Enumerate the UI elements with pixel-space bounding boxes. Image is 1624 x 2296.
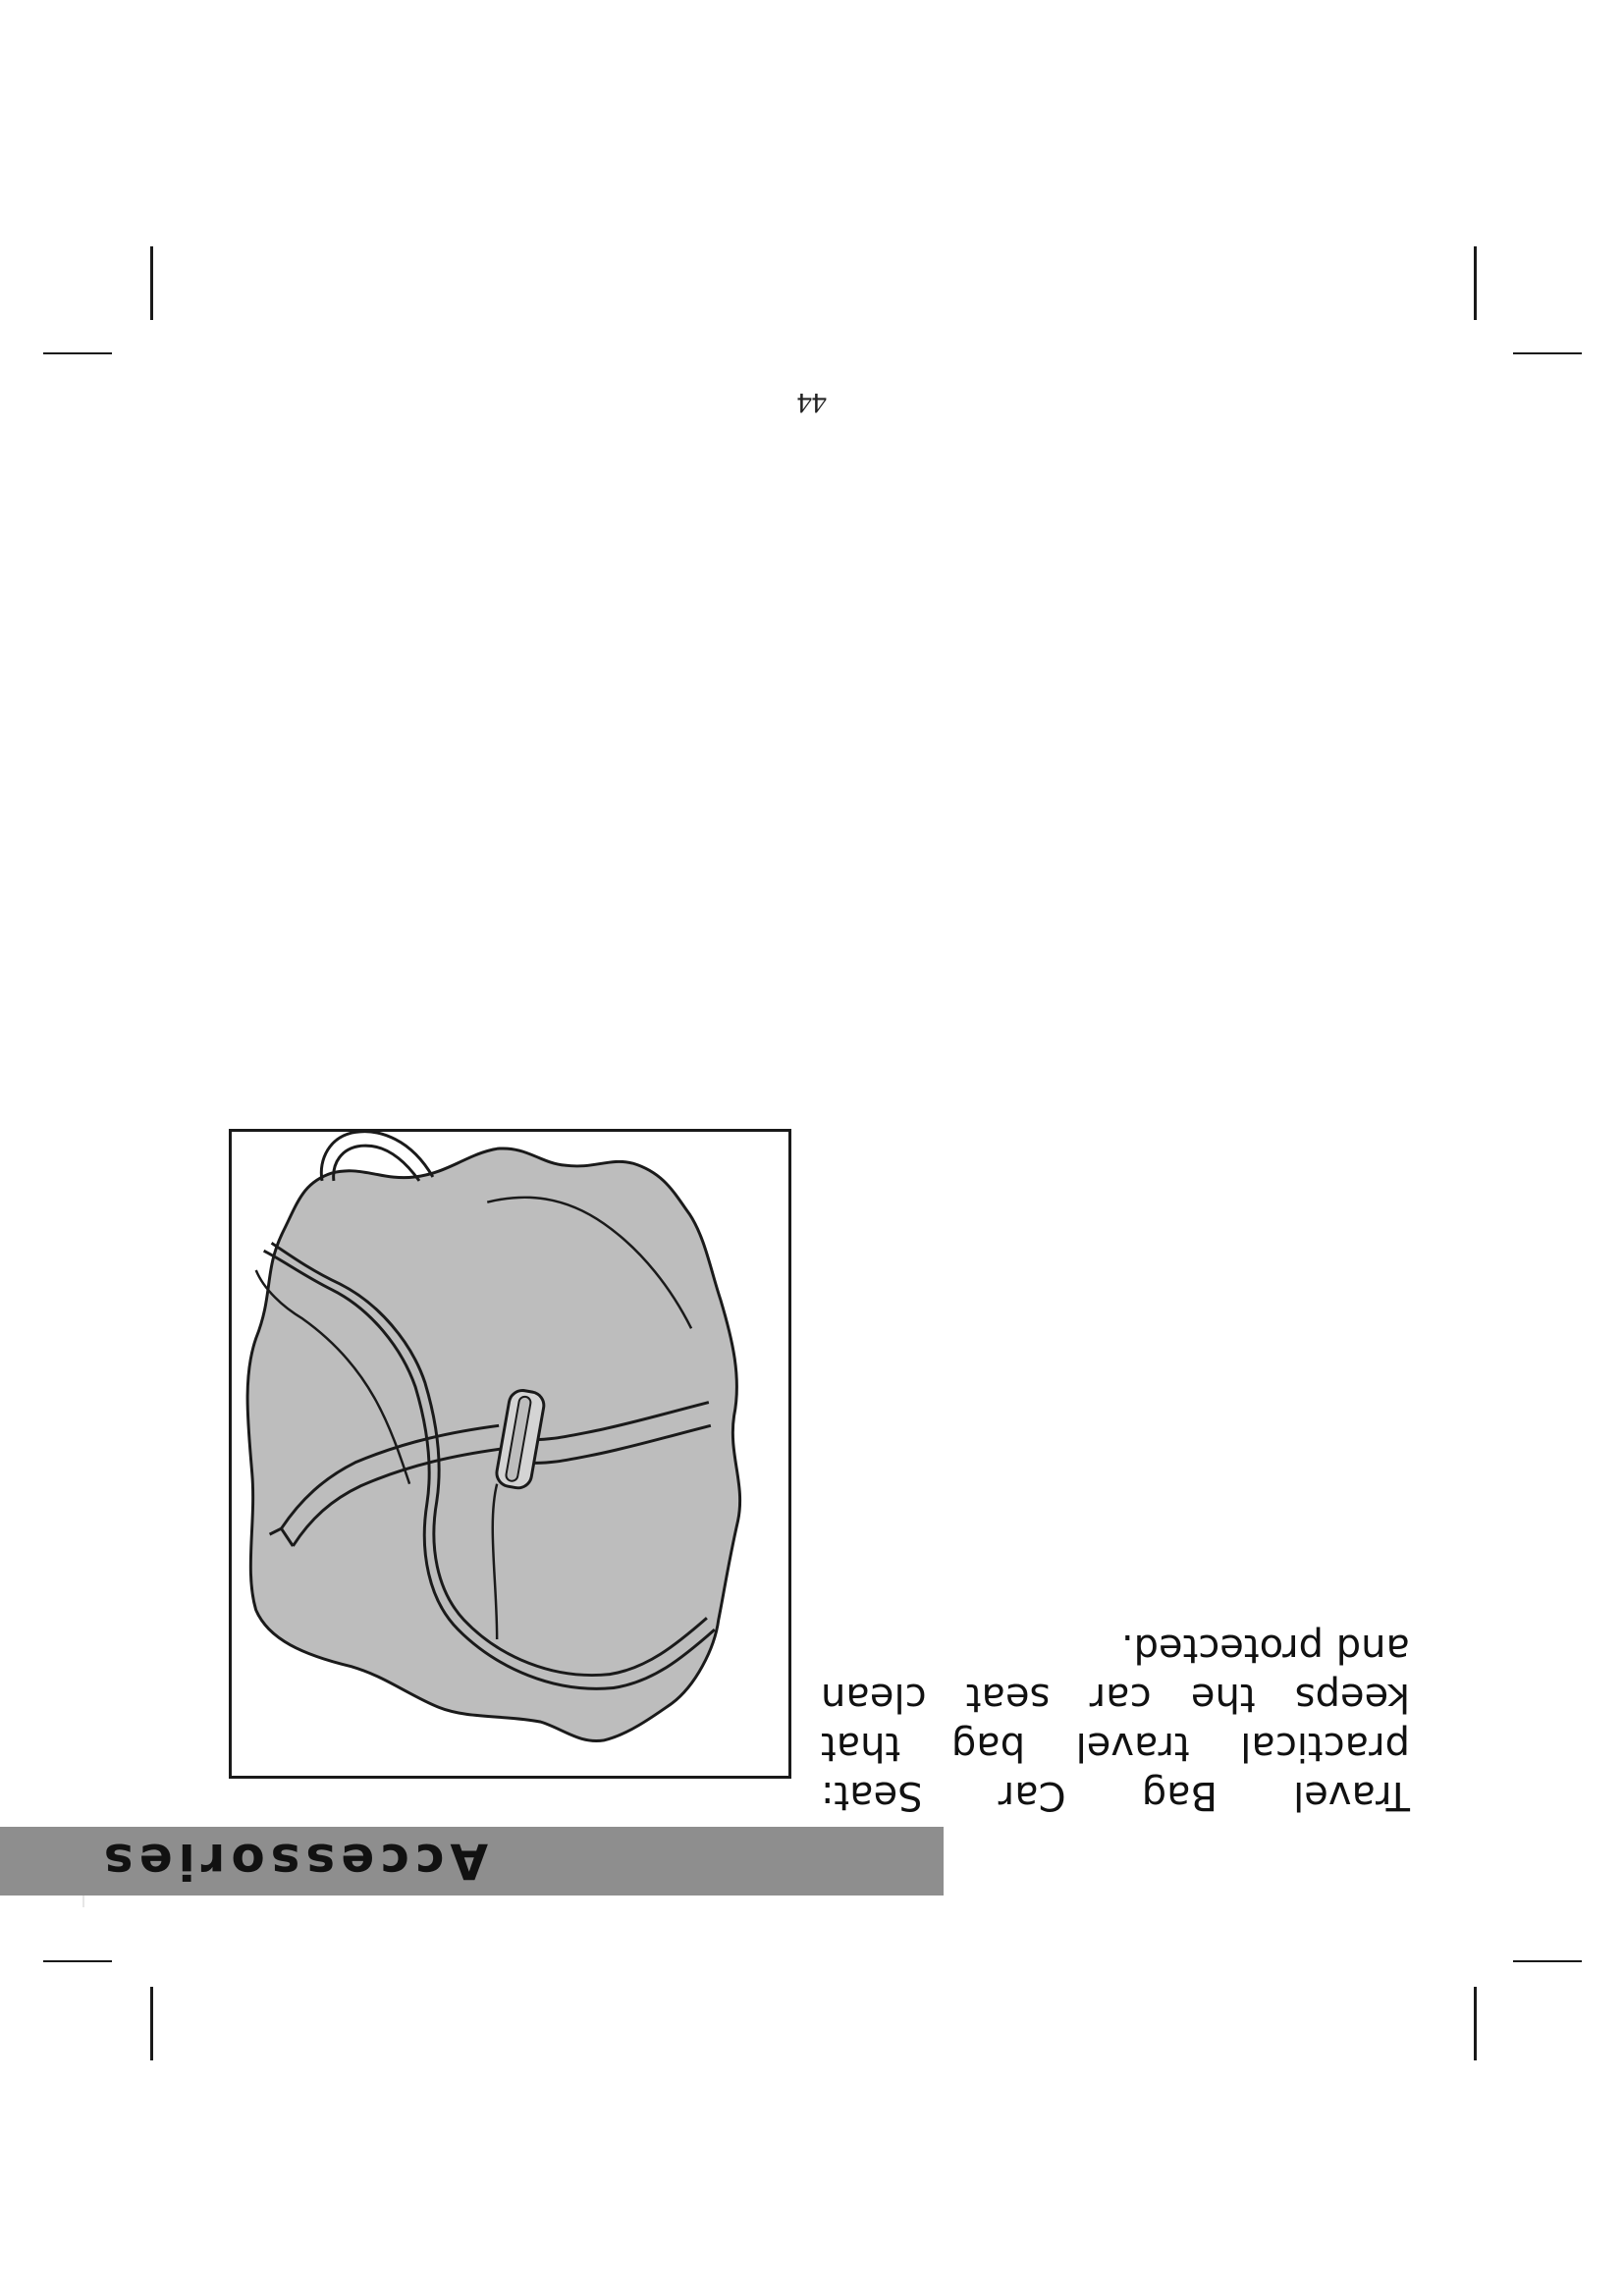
crop-mark-top-right-horizontal <box>1513 1960 1582 1962</box>
description-line: practical travel bag that <box>821 1724 1410 1769</box>
crop-mark-bottom-left-vertical <box>150 246 153 320</box>
crop-mark-bottom-right-vertical <box>1474 246 1477 320</box>
crop-mark-bottom-right-horizontal <box>1513 352 1582 354</box>
description-line: Travel Bag Car Seat: <box>821 1773 1410 1818</box>
crop-mark-top-left-vertical <box>150 1987 153 2060</box>
crop-mark-bottom-left-horizontal <box>43 352 112 354</box>
section-title: Accessories <box>97 1833 489 1890</box>
travel-bag-illustration-icon <box>232 1132 788 1776</box>
page-number: 44 <box>797 387 827 419</box>
crop-mark-top-right-vertical <box>1474 1987 1477 2060</box>
description-line: keeps the car seat clean <box>821 1675 1410 1720</box>
crop-mark-top-left-horizontal <box>43 1960 112 1962</box>
description-line: and protected. <box>1120 1626 1410 1671</box>
accessory-description <box>821 1624 1410 1820</box>
section-header-bar <box>0 1827 944 1896</box>
illustration-frame <box>229 1129 791 1779</box>
